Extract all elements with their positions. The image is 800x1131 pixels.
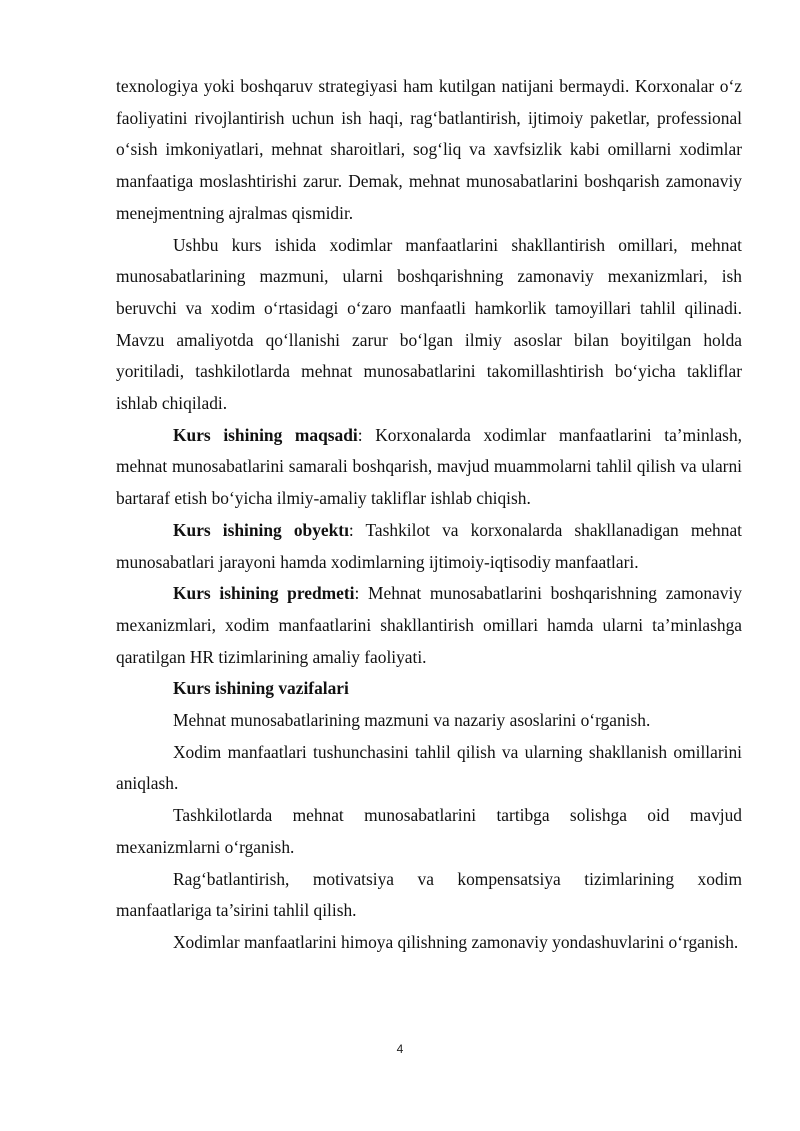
task-item: Rag‘batlantirish, motivatsiya va kompensatsiya tizimlarining xodim manfaatlariga ta’sirini tahlil qilish. [116,868,742,921]
body-text [116,71,742,959]
goal-text: : Korxonalarda xodimlar manfaatlarini ta’minlash, mehnat munosabatlarini samarali boshqarish, mavjud muammolarni tahlil qilish va ularni bartaraf etish bo‘yicha ilmiy-amaliy takliflar ishlab chiqish. [116,424,742,509]
task-item: Xodim manfaatlari tushunchasini tahlil qilish va ularning shakllanish omillarini aniqlash. [116,741,742,794]
subject-text: : Mehnat munosabatlarini boshqarishning zamonaviy mexanizmlari, xodim manfaatlarini shakllantirish omillari hamda ularni ta’minlashga qaratilgan HR tizimlarining amaliy faoliyati. [116,583,742,667]
paragraph-course-goal [116,420,742,515]
paragraph-course-overview: Ushbu kurs ishida xodimlar manfaatlarini shakllantirish omillari, mehnat munosabatlarining mazmuni, ularni boshqarishning zamonaviy mexanizmlari, ish beruvchi va xodim o‘rtasidagi o‘zaro manfaatli hamkorlik tamoyillari tahlil qilinadi. Mavzu amaliyotda qo‘llanishi zarur bo‘lgan ilmiy asoslar bilan boyitilgan holda yoritiladi, tashkilotlarda mehnat munosabatlarini takomillashtirish bo‘yicha takliflar ishlab chiqiladi. [116,234,742,414]
object-text: : Tashkilot va korxonalarda shakllanadigan mehnat munosabatlari jarayoni hamda xodimlarning ijtimoiy-iqtisodiy manfaatlari. [116,519,743,572]
task-item: Tashkilotlarda mehnat munosabatlarini tartibga solishga oid mavjud mexanizmlarni o‘rganish. [116,805,742,857]
page-number: 4 [396,1042,404,1056]
task-item: Xodimlar manfaatlarini himoya qilishning zamonaviy yondashuvlarini o‘rganish. [173,931,739,952]
paragraph-course-object [116,515,742,578]
tasks-heading [116,673,742,705]
task-item: Mehnat munosabatlarining mazmuni va nazariy asoslarini o‘rganish. [173,710,651,731]
object-label: Kurs ishining obyektı [173,519,349,540]
paragraph-course-subject [116,578,742,673]
tasks-heading-label: Kurs ishining vazifalari [173,678,349,699]
paragraph-intro-continuation: texnologiya yoki boshqaruv strategiyasi ham kutilgan natijani bermaydi. Korxonalar o‘z faoliyatini rivojlantirish uchun ish haqi, rag‘batlantirish, ijtimoiy paketlar, professional o‘sish imkoniyatlari, mehnat sharoitlari, sog‘liq va xavfsizlik kabi omillarni xodimlar manfaatiga moslashtirishi zarur. Demak, mehnat munosabatlarini boshqarish zamonaviy menejmentning ajralmas qismidir. [116,76,742,223]
subject-label: Kurs ishining predmeti [173,583,355,604]
goal-label: Kurs ishining maqsadi [173,424,358,445]
